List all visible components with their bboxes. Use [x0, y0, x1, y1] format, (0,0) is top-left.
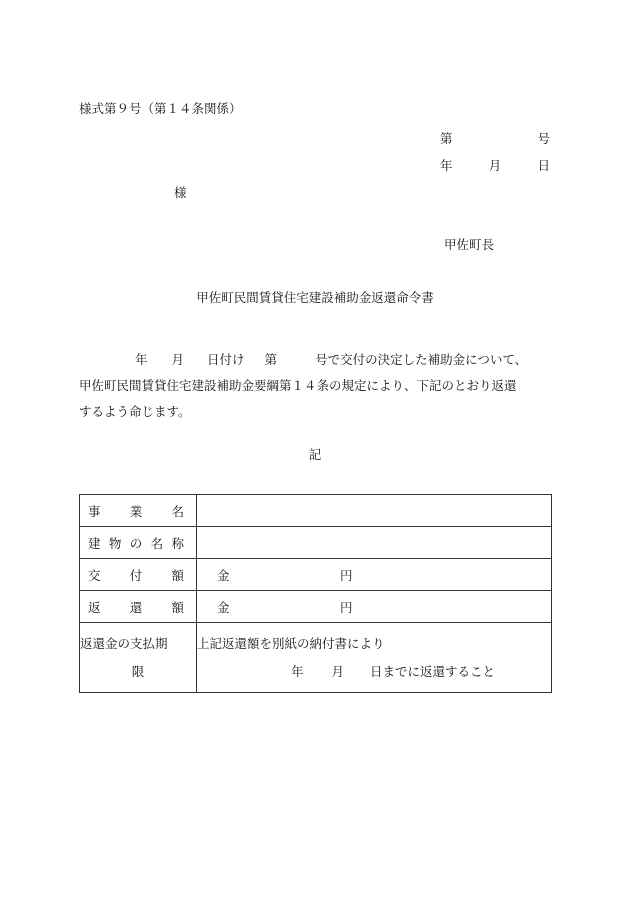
- return-amount-value: 金 円: [197, 591, 552, 623]
- detail-table: [79, 494, 552, 693]
- deadline-label-cell: 返還金の支払期 限: [80, 623, 197, 693]
- label-cell: 建 物 の 名 称: [80, 527, 197, 559]
- body-month: 月: [171, 352, 185, 367]
- date-month: 月: [488, 158, 502, 173]
- ki-heading: 記: [308, 447, 322, 462]
- form-number-label: 様式第９号（第１４条関係）: [79, 101, 242, 116]
- table-row: [80, 591, 552, 623]
- body-dai: 第: [264, 352, 278, 367]
- building-name-value: [197, 527, 552, 559]
- table-row: [80, 623, 552, 693]
- grant-amount-value: 金 円: [197, 559, 552, 591]
- recipient-suffix: 様: [174, 185, 187, 200]
- deadline-value-cell: 上記返還額を別紙の納付書により 年 月 日までに返還すること: [197, 623, 552, 693]
- body-day: 日付け: [207, 352, 245, 367]
- document-number-line: [440, 133, 550, 146]
- body-line-1: [79, 347, 553, 373]
- document-title: 甲佐町民間賃貸住宅建設補助金返還命令書: [196, 290, 434, 305]
- label-cell: 返 還 額: [80, 591, 197, 623]
- number-prefix: 第: [440, 131, 453, 146]
- document-date-line: [440, 160, 550, 173]
- label-cell: 交 付 額: [80, 559, 197, 591]
- number-suffix: 号: [537, 131, 550, 146]
- body-line-3: するよう命じます。: [79, 404, 191, 419]
- table-row: [80, 559, 552, 591]
- body-paragraph: [79, 347, 553, 425]
- table-row: [80, 527, 552, 559]
- business-name-value: [197, 495, 552, 527]
- issuer-name: 甲佐町長: [444, 237, 495, 252]
- label-cell: 事 業 名: [80, 495, 197, 527]
- body-go-text: 号で交付の決定した補助金について、: [315, 352, 528, 367]
- body-year: 年: [135, 352, 148, 367]
- date-day: 日: [537, 158, 550, 173]
- table-row: [80, 495, 552, 527]
- body-line-2: 甲佐町民間賃貸住宅建設補助金要綱第１４条の規定により、下記のとおり返還: [79, 378, 517, 393]
- date-year: 年: [440, 158, 453, 173]
